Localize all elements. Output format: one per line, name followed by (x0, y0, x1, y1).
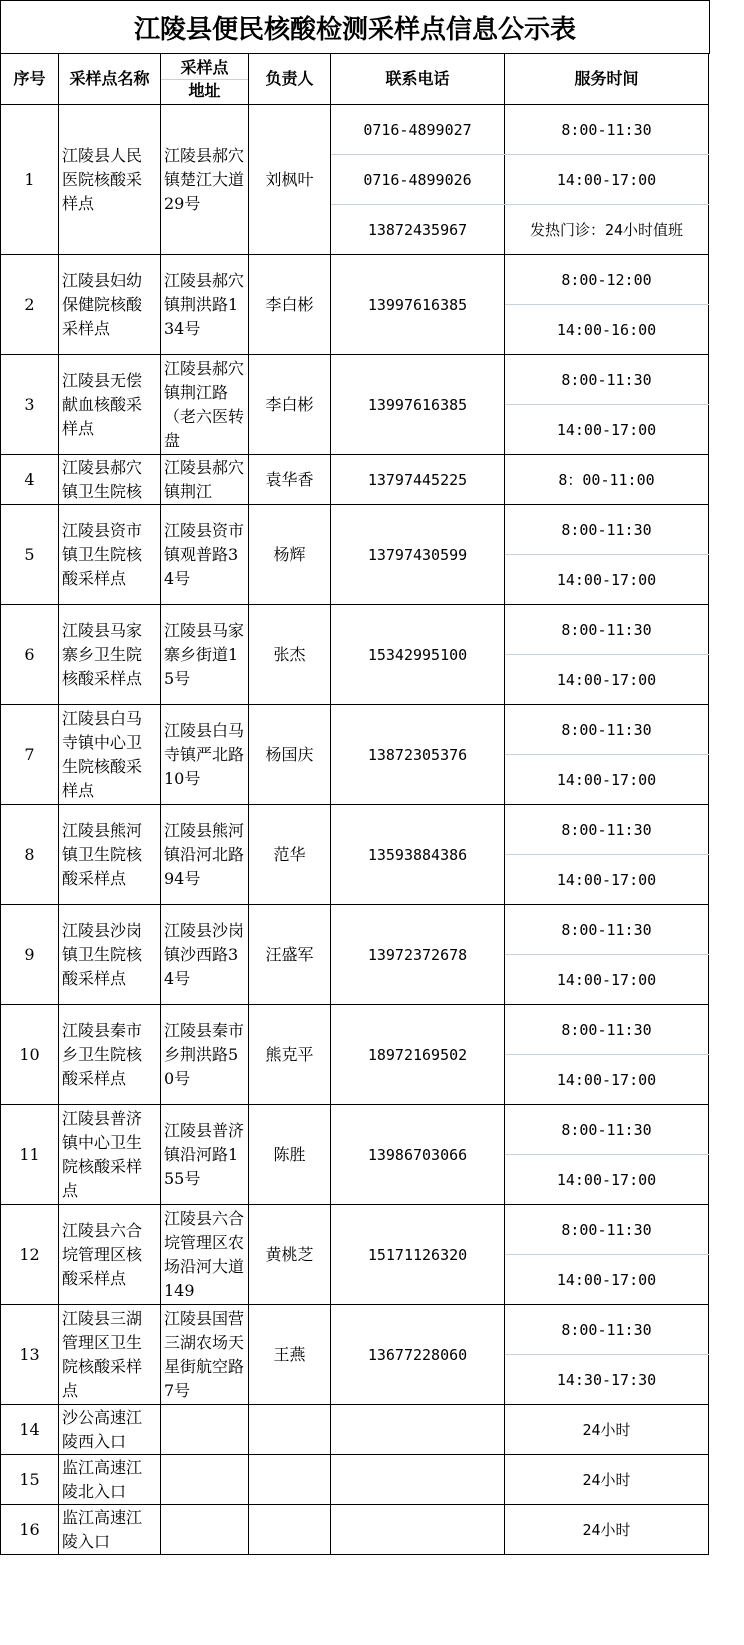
row-service-hours: 8:00-11:30 (505, 355, 709, 405)
row-service-hours: 14:00-17:00 (505, 855, 709, 905)
row-person: 杨辉 (249, 505, 331, 605)
table-row (1, 605, 709, 655)
row-address: 江陵县郝穴镇荆江路（老六医转盘 (161, 355, 249, 455)
row-person: 汪盛军 (249, 905, 331, 1005)
row-phone: 13797445225 (331, 455, 505, 505)
row-phone: 13997616385 (331, 355, 505, 455)
row-address: 江陵县秦市乡荆洪路50号 (161, 1005, 249, 1105)
row-address: 江陵县六合垸管理区农场沿河大道149 (161, 1205, 249, 1305)
header-hours: 服务时间 (505, 54, 709, 105)
table-row (1, 805, 709, 855)
row-service-hours: 14:00-17:00 (505, 405, 709, 455)
row-address: 江陵县马家寨乡街道15号 (161, 605, 249, 705)
row-phone (331, 1455, 505, 1505)
table-body (1, 105, 709, 1555)
table-row (1, 705, 709, 755)
row-person (249, 1405, 331, 1455)
row-phone: 13986703066 (331, 1105, 505, 1205)
row-person (249, 1455, 331, 1505)
row-service-hours: 14:00-17:00 (505, 1255, 709, 1305)
row-service-hours: 14:00-17:00 (505, 655, 709, 705)
row-person: 李白彬 (249, 355, 331, 455)
row-phone: 0716-4899026 (331, 155, 505, 205)
row-address (161, 1505, 249, 1555)
row-phone: 13797430599 (331, 505, 505, 605)
row-person: 张杰 (249, 605, 331, 705)
sampling-sites-table (0, 53, 709, 1555)
row-phone: 13872305376 (331, 705, 505, 805)
row-address (161, 1455, 249, 1505)
row-service-hours: 14:00-17:00 (505, 755, 709, 805)
row-service-hours: 8:00-11:30 (505, 1205, 709, 1255)
row-service-hours: 8:00-11:30 (505, 605, 709, 655)
table-header-row (1, 54, 709, 105)
row-phone: 18972169502 (331, 1005, 505, 1105)
row-site-name: 江陵县秦市乡卫生院核酸采样点 (59, 1005, 161, 1105)
row-service-hours: 8:00-11:30 (505, 805, 709, 855)
row-person: 陈胜 (249, 1105, 331, 1205)
row-service-hours: 8：00-11:00 (505, 455, 709, 505)
table-row (1, 1455, 709, 1505)
row-address: 江陵县郝穴镇荆洪路134号 (161, 255, 249, 355)
row-site-name: 江陵县六合垸管理区核酸采样点 (59, 1205, 161, 1305)
row-address: 江陵县郝穴镇荆江 (161, 455, 249, 505)
row-seq: 8 (1, 805, 59, 905)
row-service-hours: 发热门诊：24小时值班 (505, 205, 709, 255)
row-service-hours: 24小时 (505, 1505, 709, 1555)
row-service-hours: 14:00-16:00 (505, 305, 709, 355)
row-service-hours: 8:00-12:00 (505, 255, 709, 305)
row-address: 江陵县沙岗镇沙西路34号 (161, 905, 249, 1005)
row-service-hours: 8:00-11:30 (505, 505, 709, 555)
row-service-hours: 24小时 (505, 1405, 709, 1455)
row-seq: 15 (1, 1455, 59, 1505)
row-service-hours: 24小时 (505, 1455, 709, 1505)
row-service-hours: 8:00-11:30 (505, 705, 709, 755)
table-row (1, 455, 709, 505)
row-site-name: 江陵县无偿献血核酸采样点 (59, 355, 161, 455)
row-address: 江陵县普济镇沿河路155号 (161, 1105, 249, 1205)
row-person (249, 1505, 331, 1555)
row-site-name: 江陵县白马寺镇中心卫生院核酸采样点 (59, 705, 161, 805)
row-service-hours: 8:00-11:30 (505, 105, 709, 155)
header-address (161, 54, 249, 105)
row-address: 江陵县熊河镇沿河北路94号 (161, 805, 249, 905)
row-phone: 15342995100 (331, 605, 505, 705)
header-seq: 序号 (1, 54, 59, 105)
row-site-name: 沙公高速江陵西入口 (59, 1405, 161, 1455)
row-person: 王燕 (249, 1305, 331, 1405)
table-row (1, 1405, 709, 1455)
row-site-name: 江陵县妇幼保健院核酸采样点 (59, 255, 161, 355)
row-seq: 5 (1, 505, 59, 605)
table-row (1, 1005, 709, 1055)
row-address (161, 1405, 249, 1455)
row-phone: 13677228060 (331, 1305, 505, 1405)
row-person: 袁华香 (249, 455, 331, 505)
row-seq: 7 (1, 705, 59, 805)
row-site-name: 监江高速江陵入口 (59, 1505, 161, 1555)
row-phone (331, 1505, 505, 1555)
row-service-hours: 14:00-17:00 (505, 155, 709, 205)
row-service-hours: 8:00-11:30 (505, 1105, 709, 1155)
row-person: 李白彬 (249, 255, 331, 355)
row-seq: 14 (1, 1405, 59, 1455)
row-service-hours: 14:30-17:30 (505, 1355, 709, 1405)
row-site-name: 江陵县马家寨乡卫生院核酸采样点 (59, 605, 161, 705)
row-person: 熊克平 (249, 1005, 331, 1105)
header-phone: 联系电话 (331, 54, 505, 105)
row-address: 江陵县国营三湖农场天星街航空路7号 (161, 1305, 249, 1405)
row-seq: 13 (1, 1305, 59, 1405)
row-phone: 13997616385 (331, 255, 505, 355)
table-row (1, 355, 709, 405)
table-row (1, 1205, 709, 1255)
row-service-hours: 14:00-17:00 (505, 1155, 709, 1205)
header-person: 负责人 (249, 54, 331, 105)
row-phone: 0716-4899027 (331, 105, 505, 155)
row-service-hours: 14:00-17:00 (505, 955, 709, 1005)
row-service-hours: 14:00-17:00 (505, 1055, 709, 1105)
row-seq: 1 (1, 105, 59, 255)
row-phone: 13972372678 (331, 905, 505, 1005)
row-person: 黄桃芝 (249, 1205, 331, 1305)
row-phone: 13593884386 (331, 805, 505, 905)
header-address-line1: 采样点 (161, 57, 248, 80)
row-address: 江陵县白马寺镇严北路10号 (161, 705, 249, 805)
table-row (1, 1105, 709, 1155)
row-service-hours: 8:00-11:30 (505, 905, 709, 955)
row-seq: 3 (1, 355, 59, 455)
row-phone: 13872435967 (331, 205, 505, 255)
row-site-name: 江陵县资市镇卫生院核酸采样点 (59, 505, 161, 605)
row-service-hours: 8:00-11:30 (505, 1005, 709, 1055)
row-service-hours: 14:00-17:00 (505, 555, 709, 605)
header-address-line2: 地址 (188, 80, 221, 100)
page-title: 江陵县便民核酸检测采样点信息公示表 (0, 0, 710, 54)
row-site-name: 江陵县三湖管理区卫生院核酸采样点 (59, 1305, 161, 1405)
row-seq: 6 (1, 605, 59, 705)
row-seq: 11 (1, 1105, 59, 1205)
row-seq: 4 (1, 455, 59, 505)
row-seq: 16 (1, 1505, 59, 1555)
row-site-name: 江陵县熊河镇卫生院核酸采样点 (59, 805, 161, 905)
row-address: 江陵县资市镇观普路34号 (161, 505, 249, 605)
row-phone (331, 1405, 505, 1455)
row-site-name: 江陵县沙岗镇卫生院核酸采样点 (59, 905, 161, 1005)
row-seq: 10 (1, 1005, 59, 1105)
table-row (1, 255, 709, 305)
table-row (1, 1505, 709, 1555)
row-phone: 15171126320 (331, 1205, 505, 1305)
row-person: 杨国庆 (249, 705, 331, 805)
row-site-name: 江陵县人民医院核酸采样点 (59, 105, 161, 255)
row-seq: 2 (1, 255, 59, 355)
table-row (1, 105, 709, 155)
row-person: 刘枫叶 (249, 105, 331, 255)
row-address: 江陵县郝穴镇楚江大道29号 (161, 105, 249, 255)
table-row (1, 1305, 709, 1355)
table-row (1, 505, 709, 555)
row-seq: 9 (1, 905, 59, 1005)
table-row (1, 905, 709, 955)
header-name: 采样点名称 (59, 54, 161, 105)
row-site-name: 江陵县郝穴镇卫生院核 (59, 455, 161, 505)
row-person: 范华 (249, 805, 331, 905)
row-site-name: 监江高速江陵北入口 (59, 1455, 161, 1505)
row-site-name: 江陵县普济镇中心卫生院核酸采样点 (59, 1105, 161, 1205)
row-seq: 12 (1, 1205, 59, 1305)
row-service-hours: 8:00-11:30 (505, 1305, 709, 1355)
